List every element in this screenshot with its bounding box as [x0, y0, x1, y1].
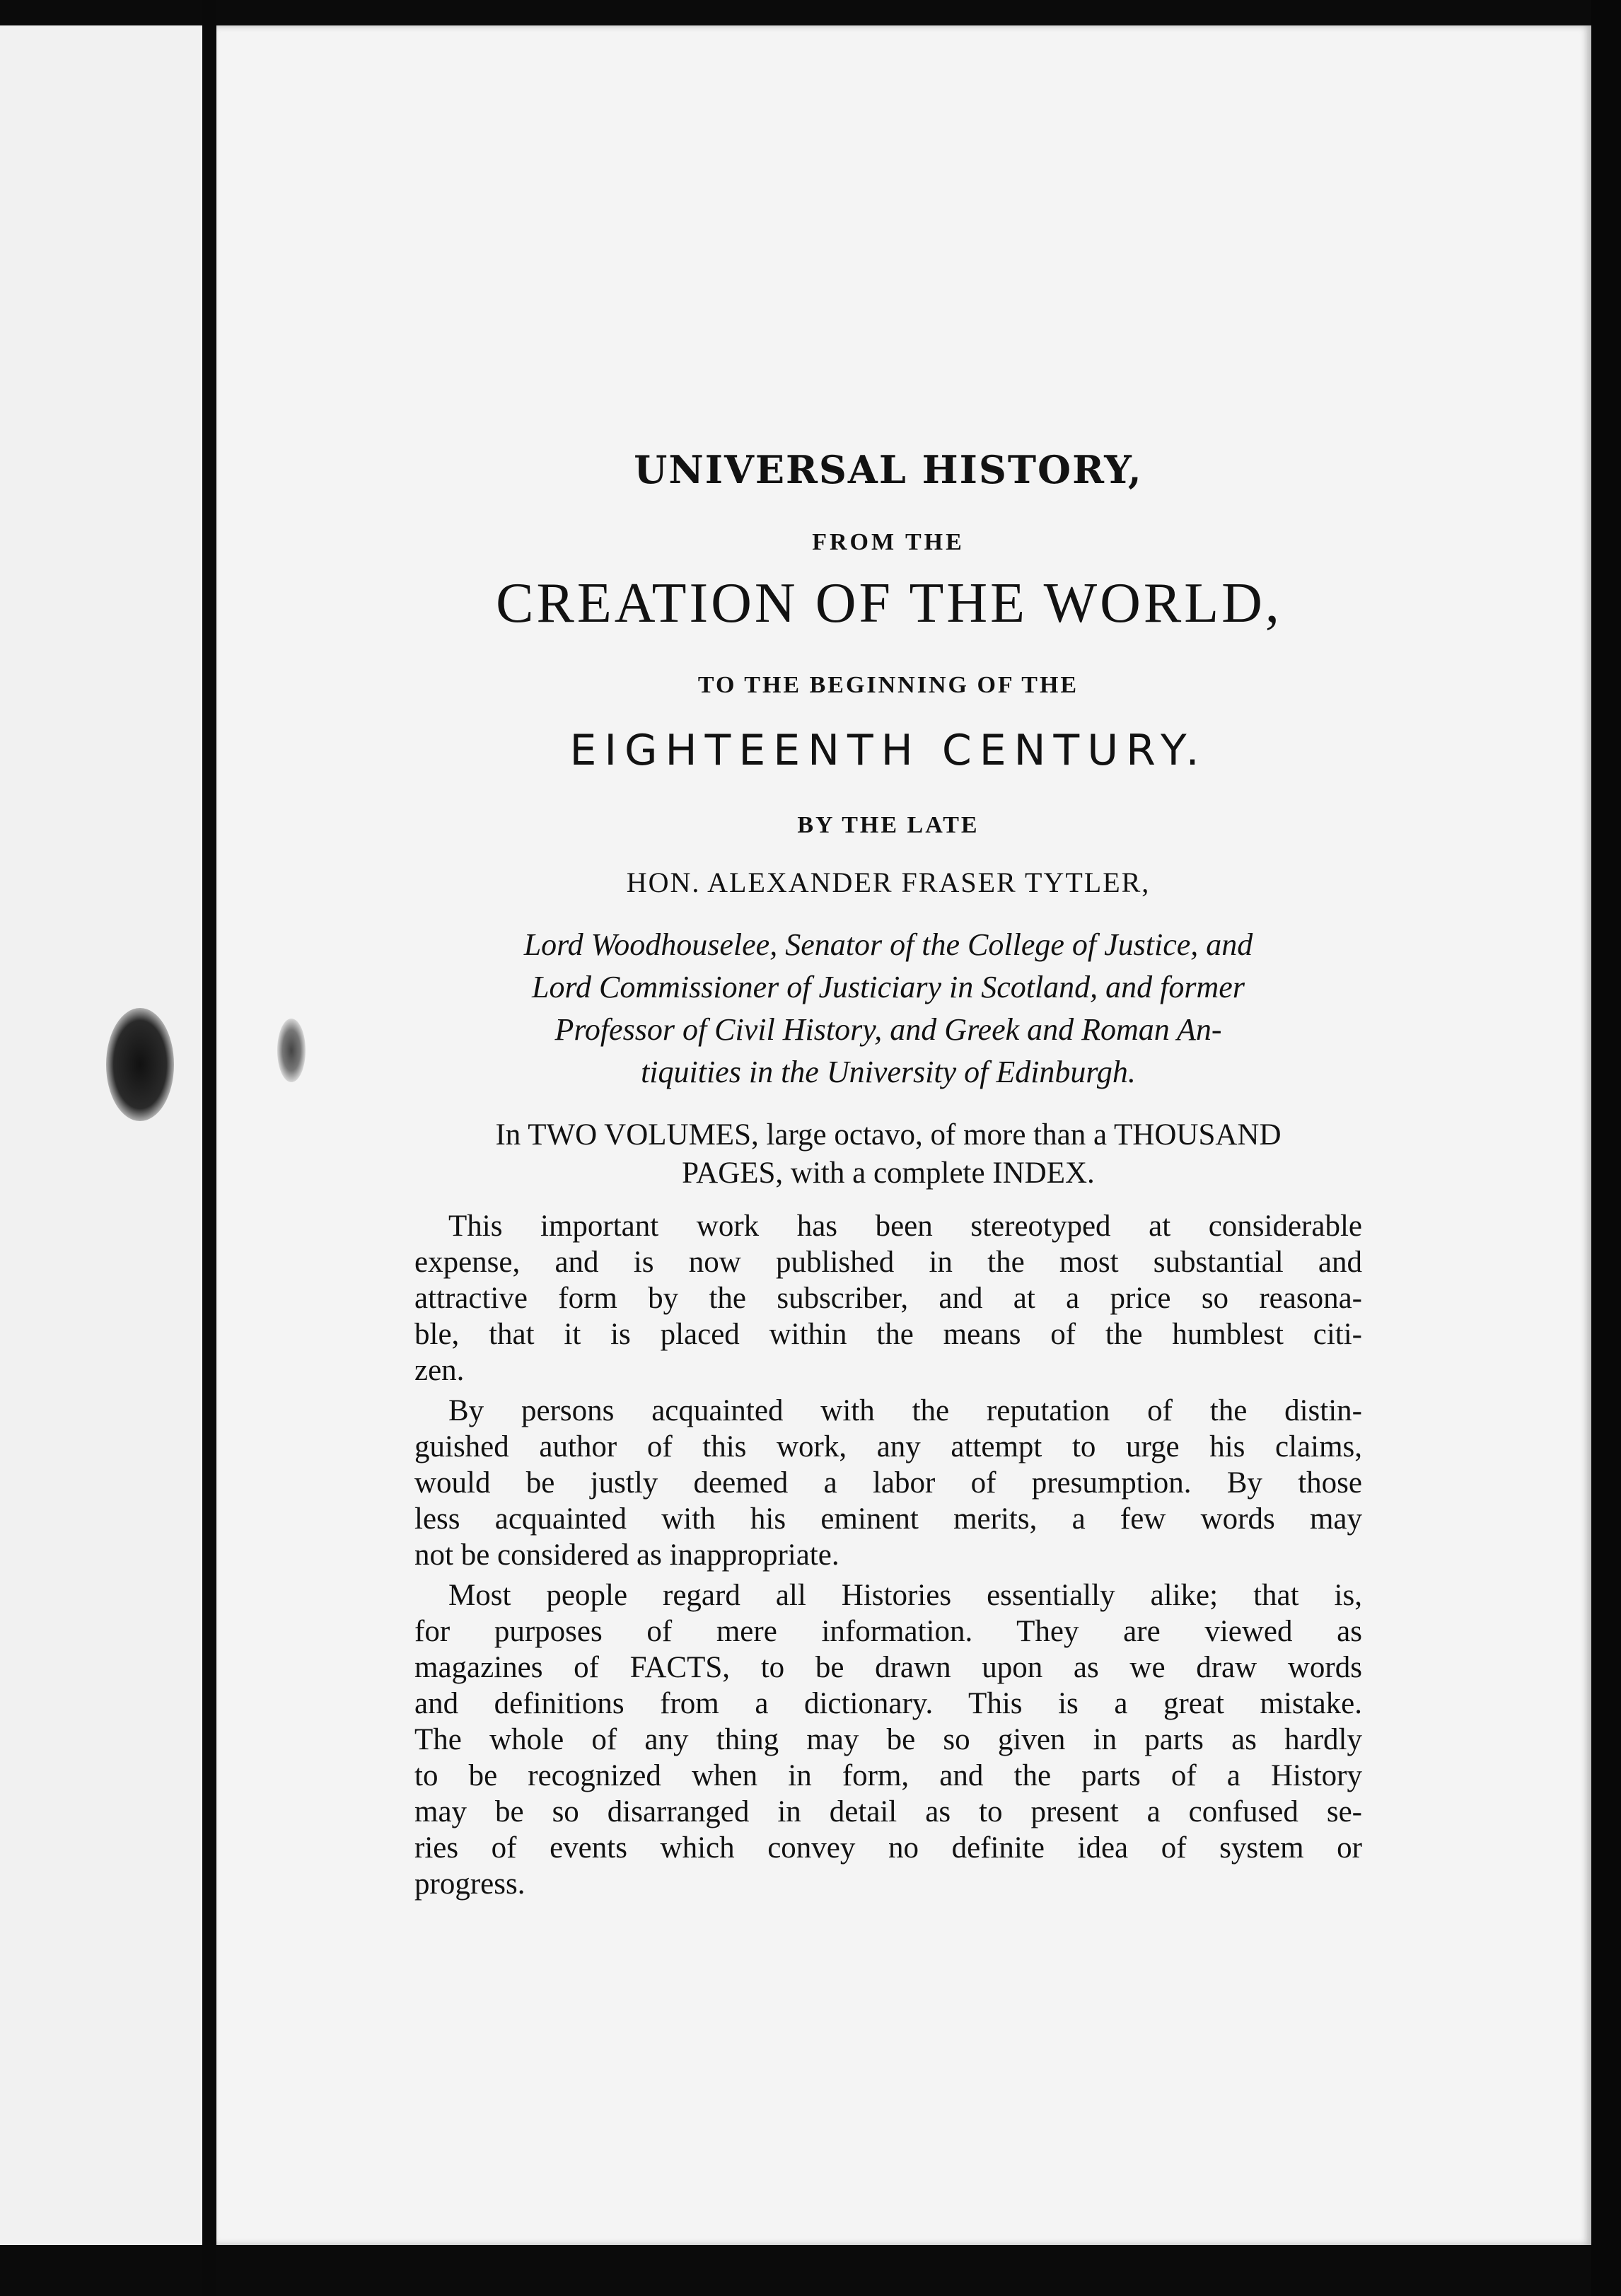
title-creation: CREATION OF THE WORLD, — [496, 572, 1282, 634]
text-line: may be so disarranged in detail as to present a confused se- — [414, 1795, 1362, 1828]
text-line: zen. — [414, 1354, 465, 1387]
author-description-line: Professor of Civil History, and Greek and Roman An- — [554, 1012, 1222, 1047]
text-line: and definitions from a dictionary. This is a great mistake. — [414, 1687, 1362, 1720]
scan-border — [1591, 0, 1621, 2296]
text-line: ries of events which convey no definite idea of system or — [414, 1831, 1362, 1865]
ink-blot — [106, 1008, 174, 1121]
author-description — [414, 924, 1362, 1094]
text-line: expense, and is now published in the most substantial and — [414, 1246, 1362, 1279]
subtitle-to-the-beginning: TO THE BEGINNING OF THE — [697, 672, 1079, 698]
text-line: Most people regard all Histories essentially alike; that is, — [448, 1579, 1362, 1612]
volumes-note — [414, 1116, 1362, 1193]
text-line: not be considered as inappropriate. — [414, 1538, 839, 1572]
author-description-line: tiquities in the University of Edinburgh. — [641, 1055, 1136, 1089]
author-description-line: Lord Woodhouselee, Senator of the College of Justice, and — [523, 927, 1253, 962]
subtitle-from: FROM THE — [812, 529, 965, 555]
text-line: would be justly deemed a labor of presumption. By those — [414, 1466, 1362, 1500]
text-line: less acquainted with his eminent merits, a few words may — [414, 1502, 1362, 1536]
paragraph — [414, 1393, 1362, 1573]
paragraph — [414, 1208, 1362, 1388]
text-line: progress. — [414, 1867, 525, 1901]
author-name: HON. ALEXANDER FRASER TYTLER, — [626, 866, 1151, 898]
text-line: for purposes of mere information. They are viewed as — [414, 1615, 1362, 1648]
book-gutter — [202, 0, 216, 2296]
text-line: This important work has been stereotyped at considerable — [448, 1210, 1362, 1243]
text-line: ble, that it is placed within the means of the humblest citi- — [414, 1318, 1362, 1351]
text-line: The whole of any thing may be so given in parts as hardly — [414, 1723, 1362, 1756]
main-title: UNIVERSAL HISTORY, — [634, 447, 1143, 492]
text-line: magazines of FACTS, to be drawn upon as we draw words — [414, 1651, 1362, 1684]
text-line: attractive form by the subscriber, and at a price so reasona- — [414, 1282, 1362, 1315]
text-line: guished author of this work, any attempt to urge his claims, — [414, 1430, 1362, 1463]
volumes-note-line: PAGES, with a complete INDEX. — [682, 1156, 1095, 1190]
text-line: By persons acquainted with the reputation of the distin- — [448, 1394, 1362, 1427]
text-line: to be recognized when in form, and the parts of a History — [414, 1759, 1362, 1792]
author-description-line: Lord Commissioner of Justiciary in Scotland, and former — [532, 970, 1245, 1004]
by-the-late: BY THE LATE — [797, 812, 980, 838]
body-text — [414, 1208, 1362, 1902]
title-century: EIGHTEENTH CENTURY. — [569, 726, 1207, 775]
paragraph — [414, 1577, 1362, 1902]
facing-page — [0, 25, 202, 2245]
ink-blot-faint — [277, 1019, 306, 1082]
volumes-note-line: In TWO VOLUMES, large octavo, of more than a THOUSAND — [495, 1118, 1282, 1152]
